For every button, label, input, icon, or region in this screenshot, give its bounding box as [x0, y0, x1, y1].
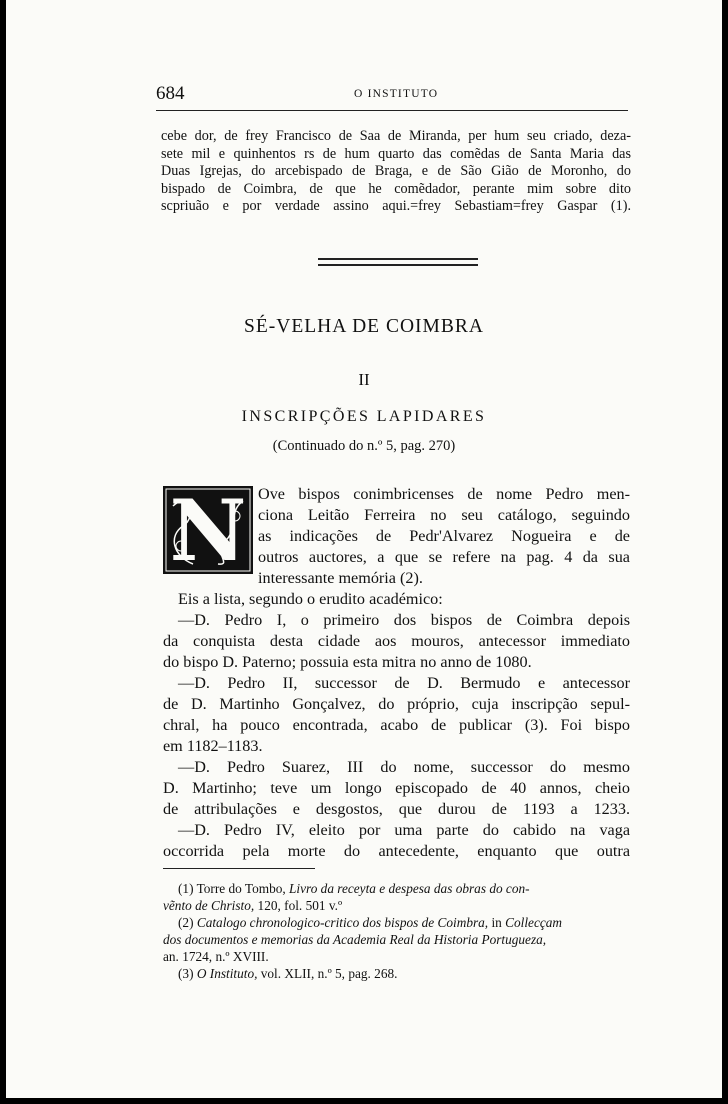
header-rule [156, 110, 628, 111]
footnote-title: vẽnto de Christo, [163, 898, 255, 913]
top-paragraph-line: Duas Igrejas, do arcebispado de Braga, e de São Gião de Moronho, do [161, 163, 631, 179]
section-subtitle: INSCRIPÇÕES LAPIDARES [241, 408, 487, 425]
initial-letter: N [169, 481, 247, 580]
section-number: II [358, 370, 370, 389]
body-line: da conquista desta cidade aos mouros, antecessor immediato [163, 632, 630, 650]
running-title: O INSTITUTO [354, 88, 439, 100]
body-line: em 1182–1183. [163, 737, 263, 755]
top-paragraph-line: scpriuão e por verdade assino aqui.=frey Sebastiam=frey Gaspar (1). [161, 198, 631, 214]
footnote-text: in [488, 915, 506, 930]
footnote-title: Collecçam [505, 915, 563, 930]
body-line: —D. Pedro I, o primeiro dos bispos de Coimbra depois [178, 611, 630, 629]
footnote-rule [163, 868, 315, 869]
footnote-text: an. 1724, n.º XVIII. [163, 949, 269, 964]
page-number: 684 [156, 83, 185, 104]
body-line: Ove bispos conimbricenses de nome Pedro men- [258, 485, 630, 503]
footnote-text: (1) Torre do Tombo, [178, 881, 290, 896]
footnote-title: Livro da receyta e despesa das obras do con- [289, 881, 530, 896]
body-line: —D. Pedro II, successor de D. Bermudo e antecessor [178, 674, 630, 692]
top-paragraph-line: cebe dor, de frey Francisco de Saa de Miranda, per hum seu criado, deza- [161, 128, 631, 144]
footnote-text: (2) [178, 915, 197, 930]
decorated-initial [163, 481, 253, 580]
body-line: interessante memória (2). [258, 569, 423, 587]
footnote-2-cont [163, 931, 546, 948]
footnote-2 [178, 914, 562, 931]
body-line: Eis a lista, segundo o erudito académico: [178, 590, 443, 608]
body-line: do bispo D. Paterno; possuia esta mitra no anno de 1080. [163, 653, 532, 671]
body-line: occorrida pela morte do antecedente, enquanto que outra [163, 842, 630, 860]
divider-rule-top [318, 258, 478, 260]
body-line: de D. Martinho Gonçalvez, do próprio, cuja inscripção sepul- [163, 695, 630, 713]
body-line: —D. Pedro IV, eleito por uma parte do cabido na vaga [178, 821, 630, 839]
footnote-text: vol. XLII, n.º 5, pag. 268. [257, 966, 398, 981]
body-line: D. Martinho; teve um longo episcopado de 40 annos, cheio [163, 779, 630, 797]
top-paragraph-line: sete mil e quinhentos rs de hum quarto das comẽdas de Santa Maria das [161, 145, 631, 162]
footnote-title: Catalogo chronologico-critico dos bispos de Coimbra, [196, 915, 489, 930]
body-line: de attribulações e desgostos, que durou de 1193 a 1233. [163, 800, 630, 818]
footnote-1 [178, 880, 530, 897]
continuation-note: (Continuado do n.º 5, pag. 270) [272, 438, 456, 454]
section-title: SÉ-VELHA DE COIMBRA [243, 316, 484, 337]
body-line: chral, ha pouco encontrada, acabo de publicar (3). Foi bispo [163, 716, 630, 734]
footnote-3 [178, 965, 397, 982]
top-paragraph-line: bispado de Coimbra, de que he comẽdador, perante mim sobre dito [161, 180, 631, 197]
book-page [6, 0, 722, 1098]
top-paragraph [161, 128, 631, 216]
footnote-2-cont [163, 948, 269, 965]
footnote-text: 120, fol. 501 v.º [254, 898, 343, 913]
footnote-1-cont [163, 897, 342, 914]
divider-rule-bottom [318, 264, 478, 266]
body-line: outros auctores, a que se refere na pag. 4 da sua [258, 548, 630, 566]
footnote-title: O Instituto, [196, 966, 258, 981]
body-line: —D. Pedro Suarez, III do nome, successor do mesmo [178, 758, 630, 776]
footnote-title: dos documentos e memorias da Academia Real da Historia Portugueza, [163, 932, 547, 947]
footnote-text: (3) [178, 966, 197, 981]
body-line: as indicações de Pedr'Alvarez Nogueira e de [258, 527, 630, 545]
body-line: ciona Leitão Ferreira no seu catálogo, seguindo [258, 506, 630, 524]
